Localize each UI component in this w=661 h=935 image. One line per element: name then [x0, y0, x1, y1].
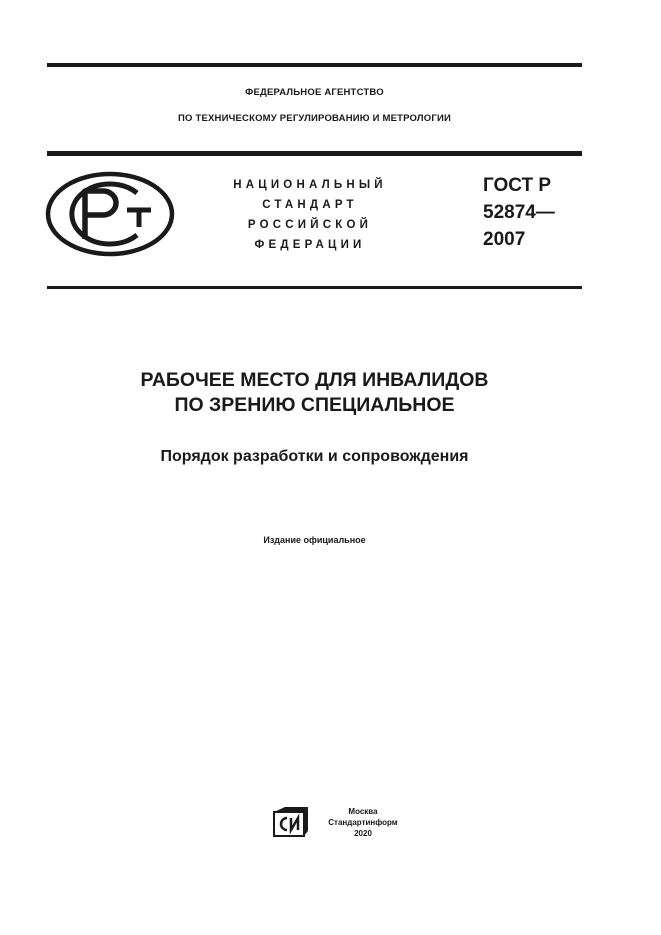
gost-line-2: 52874—	[483, 202, 555, 223]
document-title-line-2: ПО ЗРЕНИЮ СПЕЦИАЛЬНОЕ	[174, 394, 455, 416]
national-line-1: НАЦИОНАЛЬНЫЙ	[233, 179, 387, 191]
national-line-3: РОССИЙСКОЙ	[247, 219, 373, 231]
national-line-4: ФЕДЕРАЦИИ	[254, 239, 366, 251]
publisher-name: Стандартинформ	[328, 818, 398, 827]
publisher-year: 2020	[354, 829, 372, 838]
agency-name-line-2: ПО ТЕХНИЧЕСКОМУ РЕГУЛИРОВАНИЮ И МЕТРОЛОГИИ	[178, 113, 451, 124]
gost-number	[483, 172, 555, 253]
top-rule	[47, 63, 582, 67]
document-title-line-1: РАБОЧЕЕ МЕСТО ДЛЯ ИНВАЛИДОВ	[140, 369, 489, 391]
publisher-info	[318, 806, 408, 839]
national-standard-label	[215, 175, 405, 255]
gost-line-3: 2007	[483, 229, 526, 250]
header-rule	[47, 151, 582, 156]
publisher-city: Москва	[348, 807, 378, 816]
standartinform-logo-icon	[273, 806, 309, 838]
edition-label: Издание официальное	[263, 535, 366, 545]
national-line-2: СТАНДАРТ	[262, 199, 358, 211]
standard-rule	[47, 286, 582, 289]
rst-certification-mark-icon	[45, 171, 175, 257]
gost-line-1: ГОСТ Р	[483, 175, 552, 196]
agency-name-line-1: ФЕДЕРАЛЬНОЕ АГЕНТСТВО	[245, 87, 384, 98]
document-subtitle: Порядок разработки и сопровождения	[160, 448, 469, 465]
